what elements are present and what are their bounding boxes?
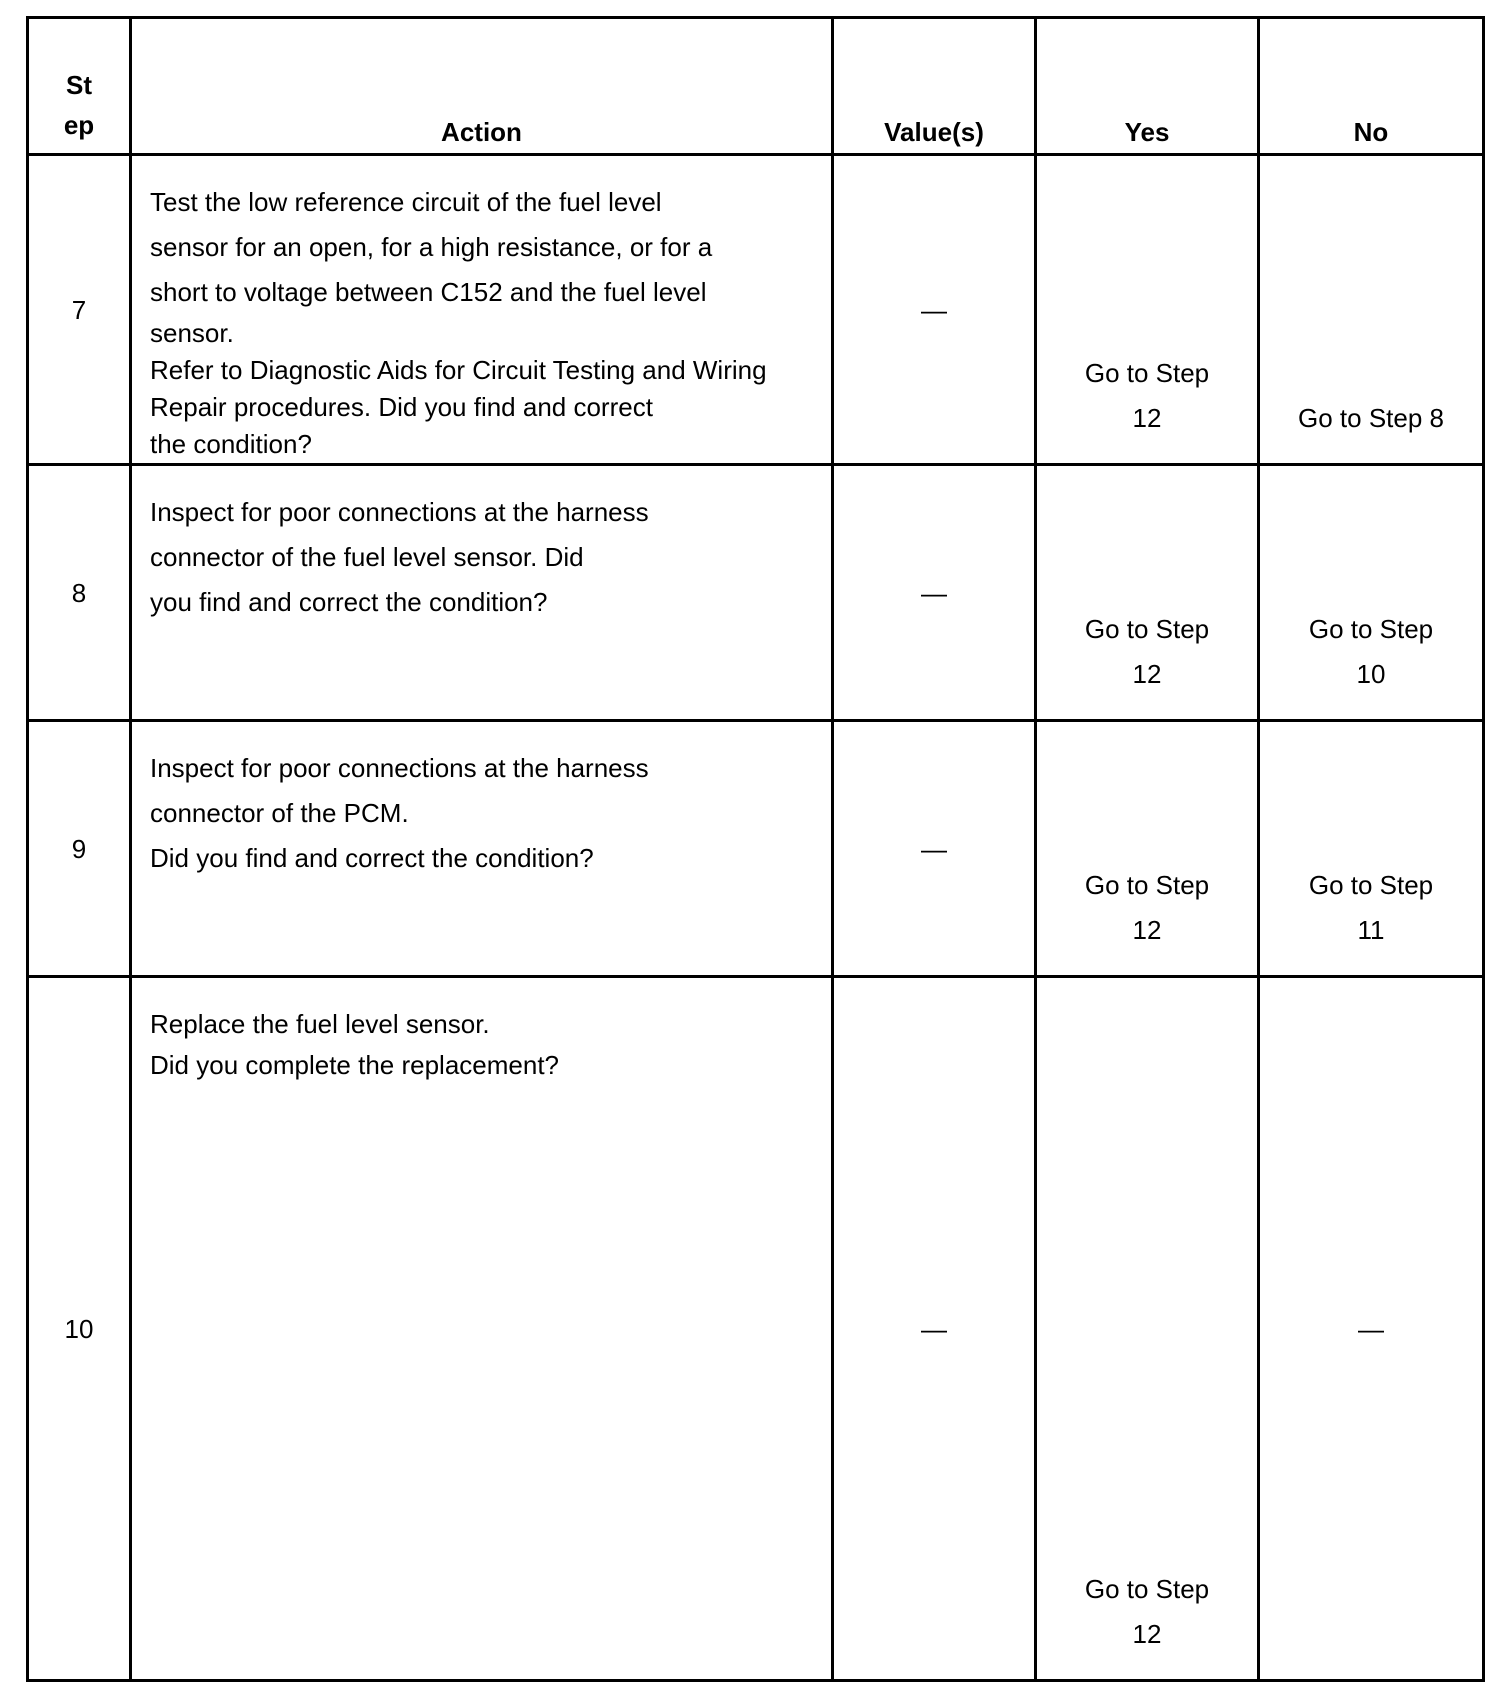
step-number: 8	[28, 465, 131, 721]
header-step-line1: St	[66, 70, 92, 100]
action-line: short to voltage between C152 and the fuel level	[150, 277, 707, 307]
header-no: No	[1259, 18, 1484, 155]
action-line: Inspect for poor connections at the harness	[150, 497, 649, 527]
yes-line2: 12	[1132, 403, 1162, 433]
action-line: Did you complete the replacement?	[150, 1050, 560, 1080]
action-cell	[131, 721, 833, 977]
action-line: Repair procedures. Did you find and correct	[150, 392, 653, 422]
action-line: the condition?	[150, 429, 312, 459]
action-cell	[131, 977, 833, 1681]
header-step	[28, 18, 131, 155]
table-header-row	[28, 18, 1484, 155]
no-line1: Go to Step	[1308, 614, 1434, 644]
action-line: Test the low reference circuit of the fuel level	[150, 187, 662, 217]
action-line: sensor.	[150, 318, 234, 348]
diagnostic-table	[26, 16, 1485, 1682]
action-line: Inspect for poor connections at the harness	[150, 753, 649, 783]
action-line: you find and correct the condition?	[150, 587, 548, 617]
no-cell	[1259, 721, 1484, 977]
yes-cell	[1036, 721, 1259, 977]
step-number: 10	[28, 977, 131, 1681]
yes-line1: Go to Step	[1084, 614, 1210, 644]
yes-cell	[1036, 977, 1259, 1681]
no-line1: Go to Step 8	[1298, 403, 1444, 433]
table-row	[28, 721, 1484, 977]
yes-line1: Go to Step	[1084, 1574, 1210, 1604]
step-number: 7	[28, 155, 131, 465]
no-cell	[1259, 465, 1484, 721]
step-number: 9	[28, 721, 131, 977]
header-step-line2: ep	[63, 110, 95, 140]
header-yes: Yes	[1036, 18, 1259, 155]
no-cell: —	[1259, 977, 1484, 1681]
action-line: Refer to Diagnostic Aids for Circuit Testing and Wiring	[150, 355, 767, 385]
no-line2: 11	[1357, 915, 1385, 945]
action-cell	[131, 155, 833, 465]
yes-cell	[1036, 155, 1259, 465]
yes-line2: 12	[1132, 659, 1162, 689]
table-row	[28, 155, 1484, 465]
action-line: sensor for an open, for a high resistance, or for a	[150, 232, 713, 262]
action-line: Did you find and correct the condition?	[150, 843, 594, 873]
yes-line2: 12	[1132, 915, 1162, 945]
table-row	[28, 977, 1484, 1681]
no-cell	[1259, 155, 1484, 465]
yes-line2: 12	[1132, 1619, 1162, 1649]
value-cell: —	[833, 155, 1036, 465]
yes-cell	[1036, 465, 1259, 721]
action-line: connector of the PCM.	[150, 798, 409, 828]
no-line2: 10	[1356, 659, 1386, 689]
action-cell	[131, 465, 833, 721]
table-row	[28, 465, 1484, 721]
value-cell: —	[833, 721, 1036, 977]
value-cell: —	[833, 977, 1036, 1681]
header-values: Value(s)	[833, 18, 1036, 155]
action-line: connector of the fuel level sensor. Did	[150, 542, 584, 572]
no-line1: Go to Step	[1308, 870, 1434, 900]
yes-line1: Go to Step	[1084, 358, 1210, 388]
header-action: Action	[131, 18, 833, 155]
value-cell: —	[833, 465, 1036, 721]
yes-line1: Go to Step	[1084, 870, 1210, 900]
action-line: Replace the fuel level sensor.	[150, 1009, 490, 1039]
